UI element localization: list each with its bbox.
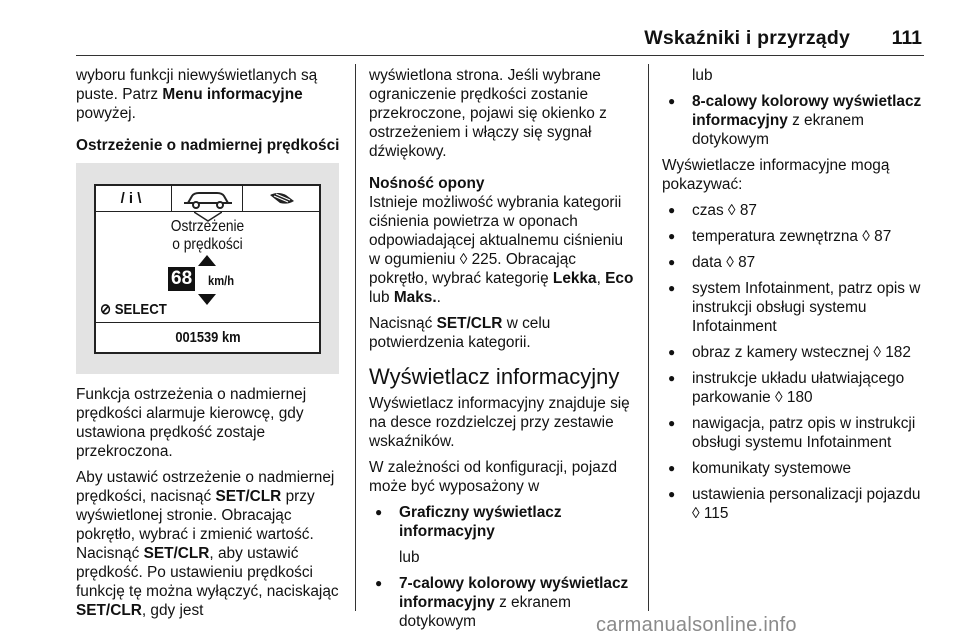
paragraph: Wyświetlacz informacyjny znajduje się na desce rozdzielczej przy zestawie wskaźników. — [369, 395, 630, 450]
car-icon — [171, 186, 243, 212]
list-item: ● komunikaty systemowe — [662, 459, 930, 478]
column-3 — [662, 66, 930, 530]
speed-value-badge: 68 — [168, 267, 195, 291]
page-ref-icon: ◊ — [459, 251, 468, 268]
page-ref[interactable]: 87 — [739, 202, 757, 219]
list-separator: lub — [399, 549, 420, 566]
list-item: ● 7-calowy kolorowy wyświetlacz informacyjny z ekranem dotykowym — [369, 574, 637, 631]
list-item: ● 8-calowy kolorowy wyświetlacz informacyjny z ekranem dotykowym — [662, 92, 930, 149]
list-item: ● czas ◊ 87 — [662, 201, 930, 220]
list-item: ● instrukcje układu ułatwiającego parkowanie ◊ 180 — [662, 369, 930, 407]
page-title: Wskaźniki i przyrządy — [644, 27, 850, 49]
display-contents-list — [662, 201, 930, 523]
road-info-icon: / i \ — [120, 190, 142, 207]
header-rule — [76, 55, 924, 56]
paragraph: W zależności od konfiguracji, pojazd może być wyposażony w — [369, 459, 618, 495]
paragraph: wyboru funkcji niewyświetlanych są puste. Patrz Menu informacyjne powyżej. — [76, 67, 318, 122]
list-separator: lub — [692, 67, 713, 84]
paragraph: Nacisnąć SET/CLR w celu potwierdzenia kategorii. — [369, 315, 551, 351]
section-heading-tire-load: Nośność opony — [369, 175, 485, 192]
display-line-1: Ostrzeżenie — [170, 218, 245, 235]
page-number: 111 — [891, 27, 922, 49]
paragraph: Istnieje możliwość wybrania kategorii ciśnienia powietrza w oponach odpowiadającej aktualnemu ciśnieniu w ogumieniu ◊ 225. Obracając pokrętło, wybrać kategorię Lekka, Eco lub Maks.. — [369, 194, 634, 306]
page-ref[interactable]: 87 — [874, 228, 892, 245]
page-ref-icon: ◊ — [727, 202, 736, 219]
page-ref[interactable]: 182 — [885, 344, 911, 361]
section-heading-speed-warning: Ostrzeżenie o nadmiernej prędkości — [76, 137, 340, 154]
section-heading-info-display: Wyświetlacz informacyjny — [369, 364, 620, 389]
arrow-down-icon — [198, 294, 216, 305]
page-ref-icon: ◊ — [775, 389, 783, 406]
paragraph: Funkcja ostrzeżenia o nadmiernej prędkości alarmuje kierowcę, gdy ustawiona prędkość zostaje przekroczona. — [76, 386, 307, 460]
column-2 — [369, 66, 637, 638]
page-ref[interactable]: 180 — [786, 389, 813, 406]
check-circle-icon: ⊘ — [100, 301, 112, 318]
page-ref-icon: ◊ — [862, 228, 870, 245]
select-label: ⊘ SELECT — [100, 301, 167, 318]
speed-unit: km/h — [208, 273, 235, 288]
page-ref[interactable]: 225 — [471, 251, 498, 268]
list-item: ● system Infotainment, patrz opis w instrukcji obsługi systemu Infotainment — [662, 279, 930, 336]
column-divider-2 — [648, 64, 649, 611]
speed-warning-display-image — [76, 163, 339, 374]
tire-icon — [266, 189, 298, 214]
display-screen — [94, 184, 321, 354]
page-ref-icon: ◊ — [726, 254, 734, 271]
watermark: carmanualsonline.info — [596, 614, 797, 636]
page-ref[interactable]: 87 — [738, 254, 756, 271]
list-item: ● temperatura zewnętrzna ◊ 87 — [662, 227, 930, 246]
column-1 — [76, 66, 344, 162]
page-ref-icon: ◊ — [873, 344, 881, 361]
page-ref-icon: ◊ — [692, 505, 700, 522]
arrow-up-icon — [198, 255, 216, 266]
list-item: ● data ◊ 87 — [662, 253, 930, 272]
paragraph: Wyświetlacze informacyjne mogą pokazywać: — [662, 157, 890, 193]
list-item: ● nawigacja, patrz opis w instrukcji obsługi systemu Infotainment — [662, 414, 930, 452]
list-item: ● Graficzny wyświetlacz informacyjny — [369, 503, 637, 541]
list-item: ● ustawienia personalizacji pojazdu ◊ 115 — [662, 485, 930, 523]
column-divider-1 — [355, 64, 356, 611]
display-top-bar — [96, 186, 319, 212]
page-ref[interactable]: 115 — [703, 505, 729, 522]
paragraph: wyświetlona strona. Jeśli wybrane ograniczenie prędkości zostanie przekroczone, pojawi się okienko z ostrzeżeniem i włączy się sygnał dźwiękowy. — [369, 67, 607, 160]
display-line-2: o prędkości — [172, 236, 243, 253]
page-header — [0, 27, 960, 57]
list-item: ● obraz z kamery wstecznej ◊ 182 — [662, 343, 930, 362]
odometer-readout: 001539 km — [96, 322, 319, 352]
paragraph: Aby ustawić ostrzeżenie o nadmiernej prędkości, nacisnąć SET/CLR przy wyświetlonej stronie. Obracając pokrętło, wybrać i zmienić wartość. Nacisnąć SET/CLR, aby ustawić prędkość. Po ustawieniu prędkości funkcję tę można wyłączyć, naciskając SET/CLR, gdy jest — [76, 469, 339, 619]
column-1-lower — [76, 385, 344, 627]
